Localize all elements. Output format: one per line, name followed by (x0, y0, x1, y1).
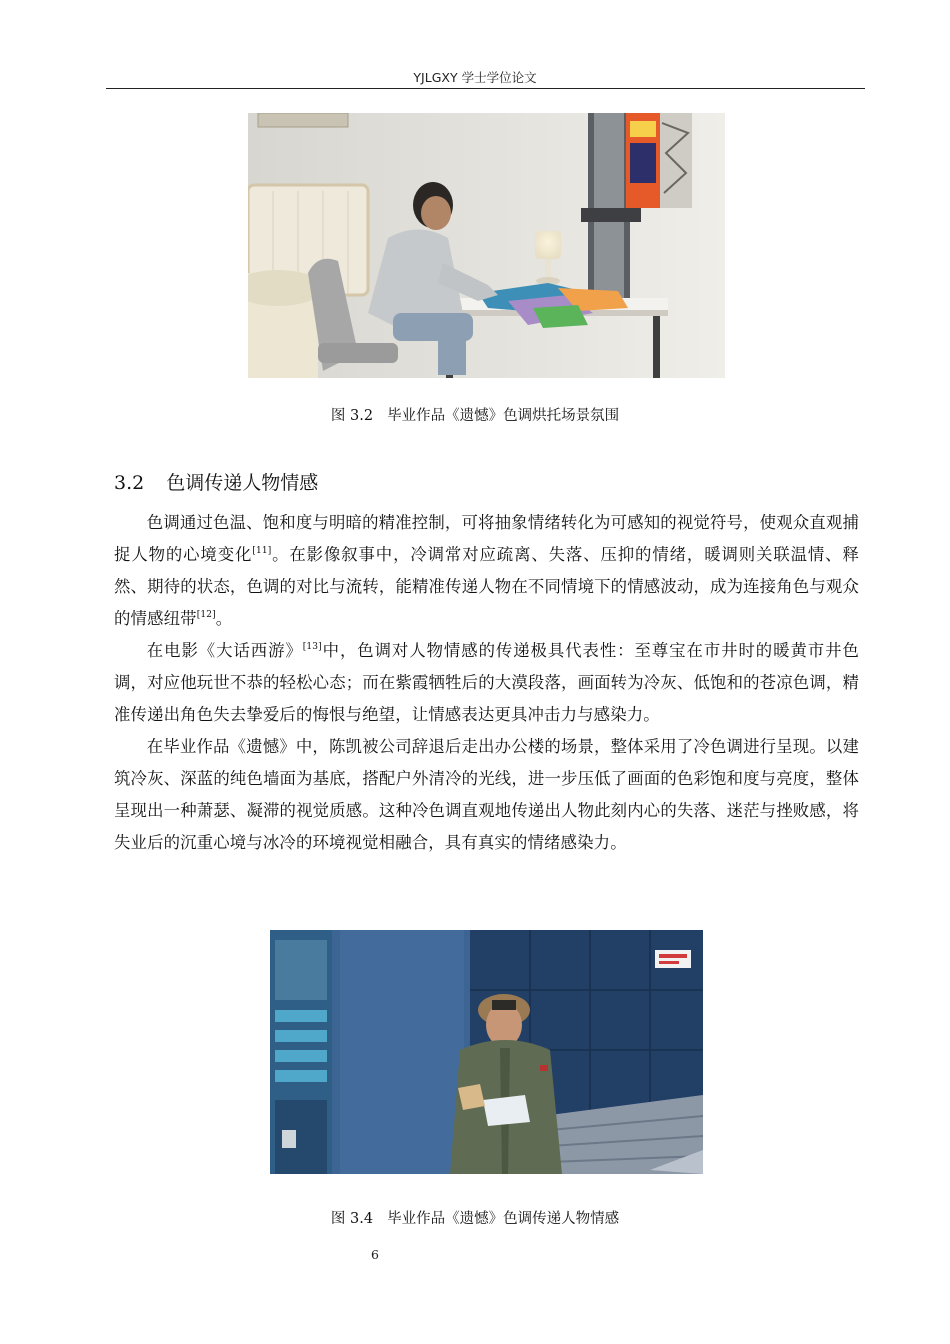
section-title: 色调传递人物情感 (166, 472, 319, 494)
figure-3-2-label: 图 3.2 (330, 408, 374, 424)
citation-ref: [12] (196, 610, 216, 620)
figure-3-2-caption-text: 毕业作品《遗憾》色调烘托场景氛围 (387, 408, 620, 424)
section-number: 3.2 (114, 472, 145, 494)
paragraph: 在毕业作品《遗憾》中，陈凯被公司辞退后走出办公楼的场景，整体采用了冷色调进行呈现。以建筑冷灰、深蓝的纯色墙面为基底，搭配户外清冷的光线，进一步压低了画面的色彩饱和度与亮度，整体呈现出一种萧瑟、凝滞的视觉质感。这种冷色调直观地传递出人物此刻内心的失落、迷茫与挫败感，将失业后的沉重心境与冰冷的环境视觉相融合，具有真实的情绪感染力。 (114, 737, 859, 852)
paragraph: 在电影《大话西游》[13]中，色调对人物情感的传递极具代表性：至尊宝在市井时的暖黄市井色调，对应他玩世不恭的轻松心态；而在紫霞牺牲后的大漠段落，画面转为冷灰、低饱和的苍凉色调，精准传递出角色失去挚爱后的悔恨与绝望，让情感表达更具冲击力与感染力。 (114, 641, 859, 724)
running-header: YJLGXY 学士学位论文 (413, 70, 537, 85)
section-heading (114, 468, 318, 495)
figure-3-4-label: 图 3.4 (330, 1211, 374, 1227)
paragraph: 色调通过色温、饱和度与明暗的精准控制，可将抽象情绪转化为可感知的视觉符号，使观众直观捕捉人物的心境变化[11]。在影像叙事中，冷调常对应疏离、失落、压抑的情绪，暖调则关联温情、释然、期待的状态，色调的对比与流转，能精准传递人物在不同情境下的情感波动，成为连接角色与观众的情感纽带[12]。 (114, 513, 859, 628)
figure-3-4-photo (270, 930, 703, 1174)
body-text (114, 507, 859, 859)
citation-ref: [11] (252, 546, 272, 556)
page-number: 6 (371, 1247, 379, 1262)
figure-3-4-caption-text: 毕业作品《遗憾》色调传递人物情感 (387, 1211, 620, 1227)
citation-ref: [13] (302, 642, 322, 652)
header-rule (106, 88, 865, 89)
figure-3-2-caption (0, 404, 950, 425)
figure-3-2-photo (248, 113, 725, 378)
figure-3-4-caption (0, 1207, 950, 1228)
